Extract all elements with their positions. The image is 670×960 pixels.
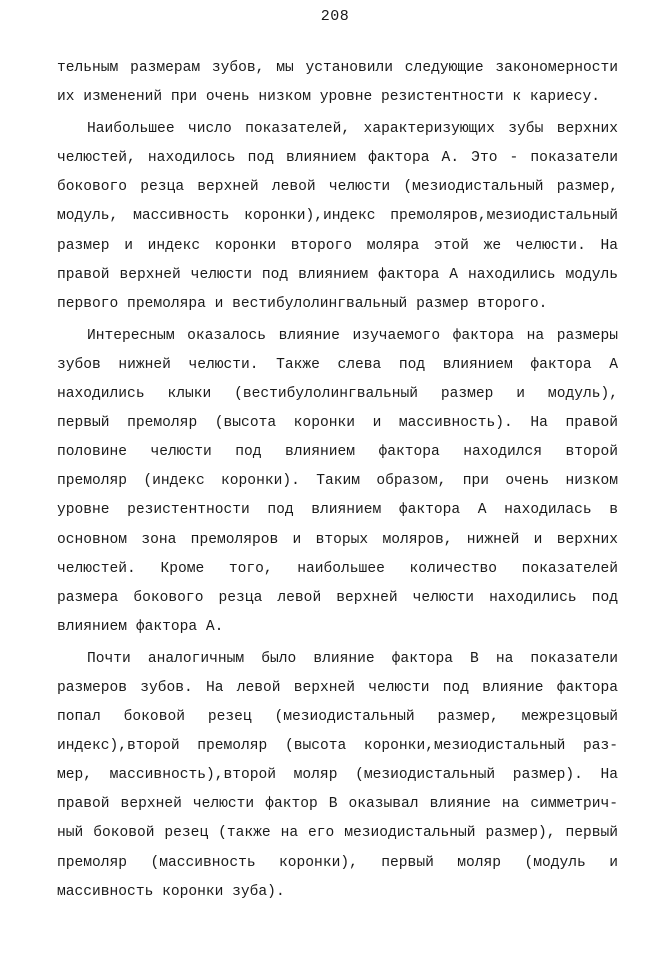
- text-line: попал боковой резец (мезиодистальный размер, межрезцовый: [57, 709, 618, 726]
- text-line: массивность коронки зуба).: [57, 883, 285, 900]
- text-line: мер, массивность),второй моляр (мезиодистальный размер). На: [57, 767, 618, 784]
- text-line: Наибольшее число показателей, характеризующих зубы верхних: [87, 121, 618, 138]
- text-line: бокового резца верхней левой челюсти (мезиодистальный размер,: [57, 179, 618, 196]
- text-line: первого премоляра и вестибулолингвальный размер второго.: [57, 295, 548, 312]
- text-line: находились клыки (вестибулолингвальный размер и модуль),: [57, 386, 618, 403]
- text-line: тельным размерам зубов, мы установили следующие закономерности: [57, 60, 618, 76]
- paragraph-4: [57, 645, 618, 907]
- text-line: размер и индекс коронки второго моляра этой же челюсти. На: [57, 237, 618, 254]
- text-line: правой верхней челюсти фактор В оказывал влияние на симметрич-: [57, 796, 618, 813]
- text-line: премоляр (массивность коронки), первый моляр (модуль и: [57, 854, 618, 871]
- body-text: [57, 54, 618, 907]
- text-line: модуль, массивность коронки),индекс премоляров,мезиодистальный: [57, 208, 618, 225]
- text-line: челюстей, находилось под влиянием фактора А. Это - показатели: [57, 150, 618, 167]
- text-line: основном зона премоляров и вторых моляров, нижней и верхних: [57, 531, 618, 548]
- text-line: индекс),второй премоляр (высота коронки,мезиодистальный раз-: [57, 738, 618, 755]
- text-line: Интересным оказалось влияние изучаемого фактора на размеры: [87, 327, 618, 344]
- text-line: Почти аналогичным было влияние фактора В на показатели: [87, 650, 618, 667]
- text-line: половине челюсти под влиянием фактора находился второй: [57, 444, 618, 461]
- text-line: размера бокового резца левой верхней челюсти находились под: [57, 589, 618, 606]
- paragraph-2: [57, 115, 618, 319]
- text-line: премоляр (индекс коронки). Таким образом, при очень низком: [57, 473, 618, 490]
- text-line: ный боковой резец (также на его мезиодистальный размер), первый: [57, 825, 618, 842]
- text-line: челюстей. Кроме того, наибольшее количество показателей: [57, 560, 618, 577]
- paragraph-3: [57, 322, 618, 642]
- text-line: первый премоляр (высота коронки и массивность). На правой: [57, 415, 618, 432]
- page-number: 208: [320, 8, 350, 25]
- text-line: размеров зубов. На левой верхней челюсти под влияние фактора: [57, 679, 618, 696]
- text-line: их изменений при очень низком уровне резистентности к кариесу.: [57, 89, 600, 106]
- paragraph-1: [57, 54, 618, 112]
- text-line: правой верхней челюсти под влиянием фактора А находились модуль: [57, 266, 618, 283]
- text-line: влиянием фактора А.: [57, 618, 224, 635]
- text-line: уровне резистентности под влиянием фактора А находилась в: [57, 502, 618, 519]
- text-line: зубов нижней челюсти. Также слева под влиянием фактора А: [57, 356, 618, 373]
